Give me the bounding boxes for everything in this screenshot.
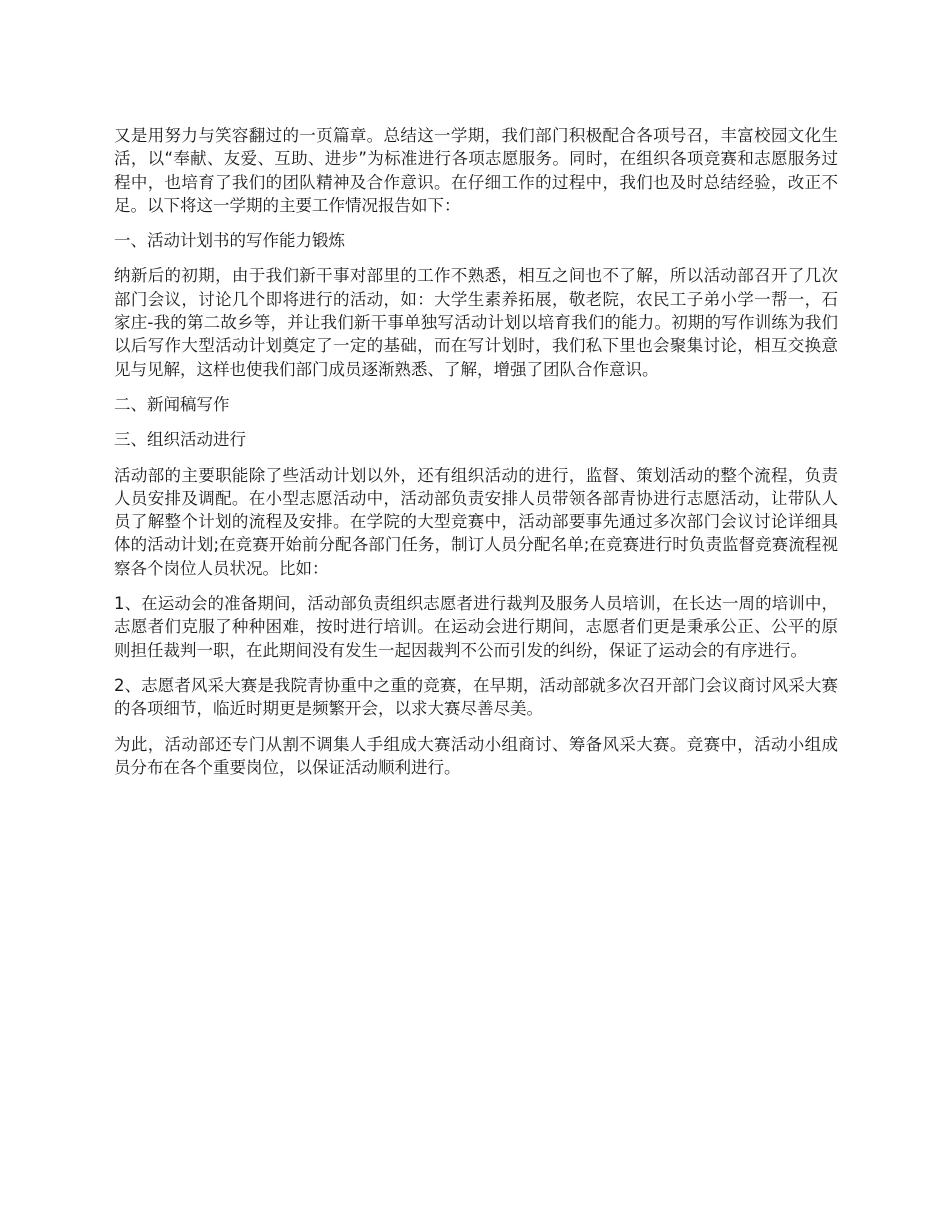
closing-paragraph: 为此，活动部还专门从割不调集人手组成大赛活动小组商讨、筹备风采大赛。竞赛中，活动小组成员分布在各个重要岗位，以保证活动顺利进行。 (114, 734, 838, 777)
writing-paragraph: 纳新后的初期，由于我们新干事对部里的工作不熟悉，相互之间也不了解，所以活动部召开了几次部门会议，讨论几个即将进行的活动，如：大学生素养拓展，敬老院，农民工子弟小学一帮一，石家庄-我的第二故乡等，并让我们新干事单独写活动计划以培育我们的能力。初期的写作训练为我们以后写作大型活动计划奠定了一定的基础，而在写计划时，我们私下里也会聚集讨论，相互交换意见与见解，这样也使我们部门成员逐渐熟悉、了解，增强了团队合作意识。 (114, 266, 838, 379)
organize-paragraph: 活动部的主要职能除了些活动计划以外，还有组织活动的进行，监督、策划活动的整个流程，负责人员安排及调配。在小型志愿活动中，活动部负责安排人员带领各部青协进行志愿活动，让带队人员了解整个计划的流程及安排。在学院的大型竞赛中，活动部要事先通过多次部门会议讨论详细具体的活动计划;在竞赛开始前分配各部门任务，制订人员分配名单;在竞赛进行时负责监督竞赛流程视察各个岗位人员状况。比如： (114, 465, 838, 578)
document-body (114, 124, 838, 791)
section-heading-writing: 一、活动计划书的写作能力锻炼 (114, 231, 345, 251)
volunteer-contest-paragraph: 2、志愿者风采大赛是我院青协重中之重的竞赛，在早期，活动部就多次召开部门会议商讨风采大赛的各项细节，临近时期更是频繁开会，以求大赛尽善尽美。 (114, 675, 838, 719)
section-heading-organize: 三、组织活动进行 (114, 430, 246, 450)
section-heading-news: 二、新闻稿写作 (114, 394, 230, 414)
sports-meet-paragraph: 1、在运动会的准备期间，活动部负责组织志愿者进行裁判及服务人员培训，在长达一周的培训中，志愿者们克服了种种困难，按时进行培训。在运动会进行期间，志愿者们更是秉承公正、公平的原则担任裁判一职，在此期间没有发生一起因裁判不公而引发的纠纷，保证了运动会的有序进行。 (114, 594, 838, 660)
intro-paragraph: 又是用努力与笑容翻过的一页篇章。总结这一学期，我们部门积极配合各项号召，丰富校园文化生活，以“奉献、友爱、互助、进步”为标准进行各项志愿服务。同时，在组织各项竞赛和志愿服务过程中，也培育了我们的团队精神及合作意识。在仔细工作的过程中，我们也及时总结经验，改正不足。以下将这一学期的主要工作情况报告如下： (114, 126, 838, 215)
